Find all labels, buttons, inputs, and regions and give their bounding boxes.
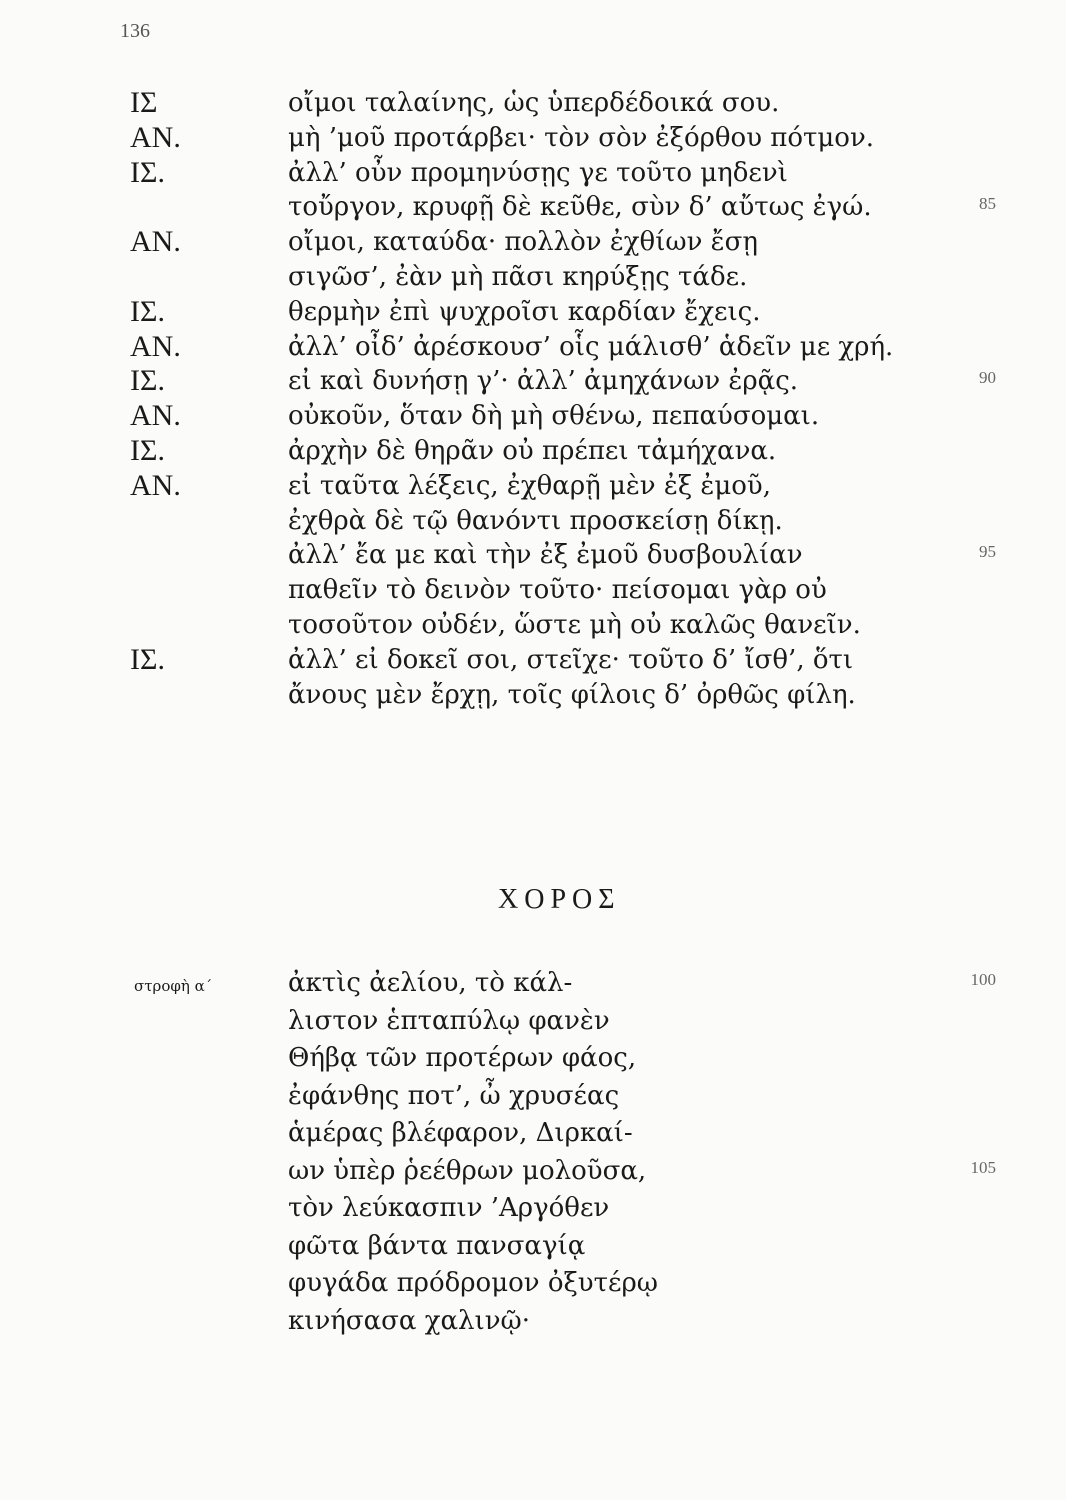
verse-line [0, 504, 1066, 539]
speaker-label: ΙΣ. [130, 433, 165, 467]
verse-text: ἄνους μὲν ἔρχῃ, τοῖς φίλοις δ’ ὀρθῶς φίλη. [288, 679, 856, 710]
speaker-label: ΙΣ. [130, 364, 165, 398]
line-number: 105 [970, 1157, 996, 1177]
speaker-label: ΑΝ. [130, 329, 181, 363]
verse-text: λιστον ἑπταπύλῳ φανὲν [288, 1005, 610, 1036]
verse-text: κινήσασα χαλινῷ· [288, 1305, 530, 1336]
speaker-label: ΑΝ. [130, 120, 181, 154]
verse-line [0, 190, 1066, 225]
speaker-label: ΑΝ. [130, 225, 181, 259]
verse-text: τὸν λεύκασπιν ’Αργόθεν [288, 1193, 610, 1223]
verse-line [0, 1004, 1066, 1042]
verse-line [0, 399, 1066, 434]
verse-line [0, 295, 1066, 330]
verse-text: ἀλλ’ οὖν προμηνύσῃς γε τοῦτο μηδενὶ [288, 157, 788, 188]
verse-text: ων ὑπὲρ ῥεέθρων μολοῦσα, [288, 1155, 647, 1186]
dialogue-section [0, 86, 1066, 712]
verse-text: οὐκοῦν, ὅταν δὴ μὴ σθένω, πεπαύσομαι. [288, 401, 820, 432]
verse-line [0, 469, 1066, 504]
verse-text: φῶτα βάντα πανσαγίᾳ [288, 1230, 586, 1261]
verse-text: ἐχθρὰ δὲ τῷ θανόντι προσκείσῃ δίκῃ. [288, 505, 783, 536]
verse-text: θερμὴν ἐπὶ ψυχροῖσι καρδίαν ἔχεις. [288, 296, 761, 327]
verse-text: σιγῶσ’, ἐὰν μὴ πᾶσι κηρύξῃς τάδε. [288, 261, 748, 292]
verse-line [0, 330, 1066, 365]
verse-line [0, 1304, 1066, 1342]
verse-text: ἀλλ’ οἶδ’ ἀρέσκουσ’ οἷς μάλισθ’ ἁδεῖν με χρή. [288, 331, 894, 362]
verse-text: ἁμέρας βλέφαρον, Διρκαί- [288, 1118, 633, 1148]
verse-text: ἀλλ’ ἔα με καὶ τὴν ἐξ ἐμοῦ δυσβουλίαν [288, 540, 803, 571]
line-number: 90 [979, 368, 996, 388]
speaker-label: ΙΣ. [130, 155, 165, 189]
verse-line [0, 1079, 1066, 1117]
verse-line [0, 434, 1066, 469]
verse-text: ἀλλ’ εἰ δοκεῖ σοι, στεῖχε· τοῦτο δ’ ἴσθ’, ὅτι [288, 644, 854, 675]
verse-line [0, 538, 1066, 573]
verse-line [0, 121, 1066, 156]
speaker-label: ΙΣ [130, 86, 158, 119]
speaker-label: ΙΣ. [130, 294, 165, 328]
verse-text: οἴμοι ταλαίνης, ὡς ὑπερδέδοικά σου. [288, 88, 780, 118]
verse-line [0, 1266, 1066, 1304]
verse-text: εἰ ταῦτα λέξεις, ἐχθαρῇ μὲν ἐξ ἐμοῦ, [288, 470, 771, 501]
verse-line [0, 608, 1066, 643]
verse-line [0, 643, 1066, 678]
verse-line [0, 364, 1066, 399]
page-number: 136 [120, 20, 150, 42]
verse-line [0, 1041, 1066, 1079]
verse-line [0, 678, 1066, 713]
verse-text: ἀρχὴν δὲ θηρᾶν οὐ πρέπει τἀμήχανα. [288, 435, 777, 466]
strophe-label: στροφὴ α΄ [134, 977, 213, 995]
verse-text: ἀκτὶς ἀελίου, τὸ κάλ- [288, 968, 573, 998]
speaker-label: ΑΝ. [130, 399, 181, 433]
verse-text: Θήβᾳ τῶν προτέρων φάος, [288, 1043, 637, 1073]
verse-line [0, 225, 1066, 260]
verse-line [0, 260, 1066, 295]
verse-line [0, 1191, 1066, 1229]
line-number: 100 [970, 970, 996, 989]
verse-text: μὴ ’μοῦ προτάρβει· τὸν σὸν ἐξόρθου πότμον. [288, 122, 875, 153]
verse-line [0, 156, 1066, 191]
verse-text: τοσοῦτον οὐδέν, ὥστε μὴ οὐ καλῶς θανεῖν. [288, 609, 861, 640]
speaker-label: ΑΝ. [130, 468, 181, 502]
speaker-label: ΙΣ. [130, 642, 165, 676]
verse-line [0, 86, 1066, 121]
line-number: 95 [979, 542, 996, 562]
chorus-heading: ΧΟΡΟΣ [498, 884, 621, 915]
verse-line [0, 573, 1066, 608]
choral-ode [0, 966, 1066, 1341]
verse-text: εἰ καὶ δυνήσῃ γ’· ἀλλ’ ἀμηχάνων ἐρᾷς. [288, 366, 799, 397]
verse-text: ἐφάνθης ποτ’, ὦ χρυσέας [288, 1080, 620, 1111]
verse-line [0, 1116, 1066, 1154]
verse-text: οἴμοι, καταύδα· πολλὸν ἐχθίων ἔσῃ [288, 227, 758, 258]
verse-text: παθεῖν τὸ δεινὸν τοῦτο· πείσομαι γὰρ οὐ [288, 575, 827, 606]
verse-text: φυγάδα πρόδρομον ὀξυτέρῳ [288, 1268, 658, 1298]
line-number: 85 [979, 194, 996, 214]
verse-line [0, 966, 1066, 1004]
verse-text: τοὔργον, κρυφῇ δὲ κεῦθε, σὺν δ’ αὔτως ἐγώ. [288, 192, 872, 223]
verse-line [0, 1154, 1066, 1192]
verse-line [0, 1229, 1066, 1267]
